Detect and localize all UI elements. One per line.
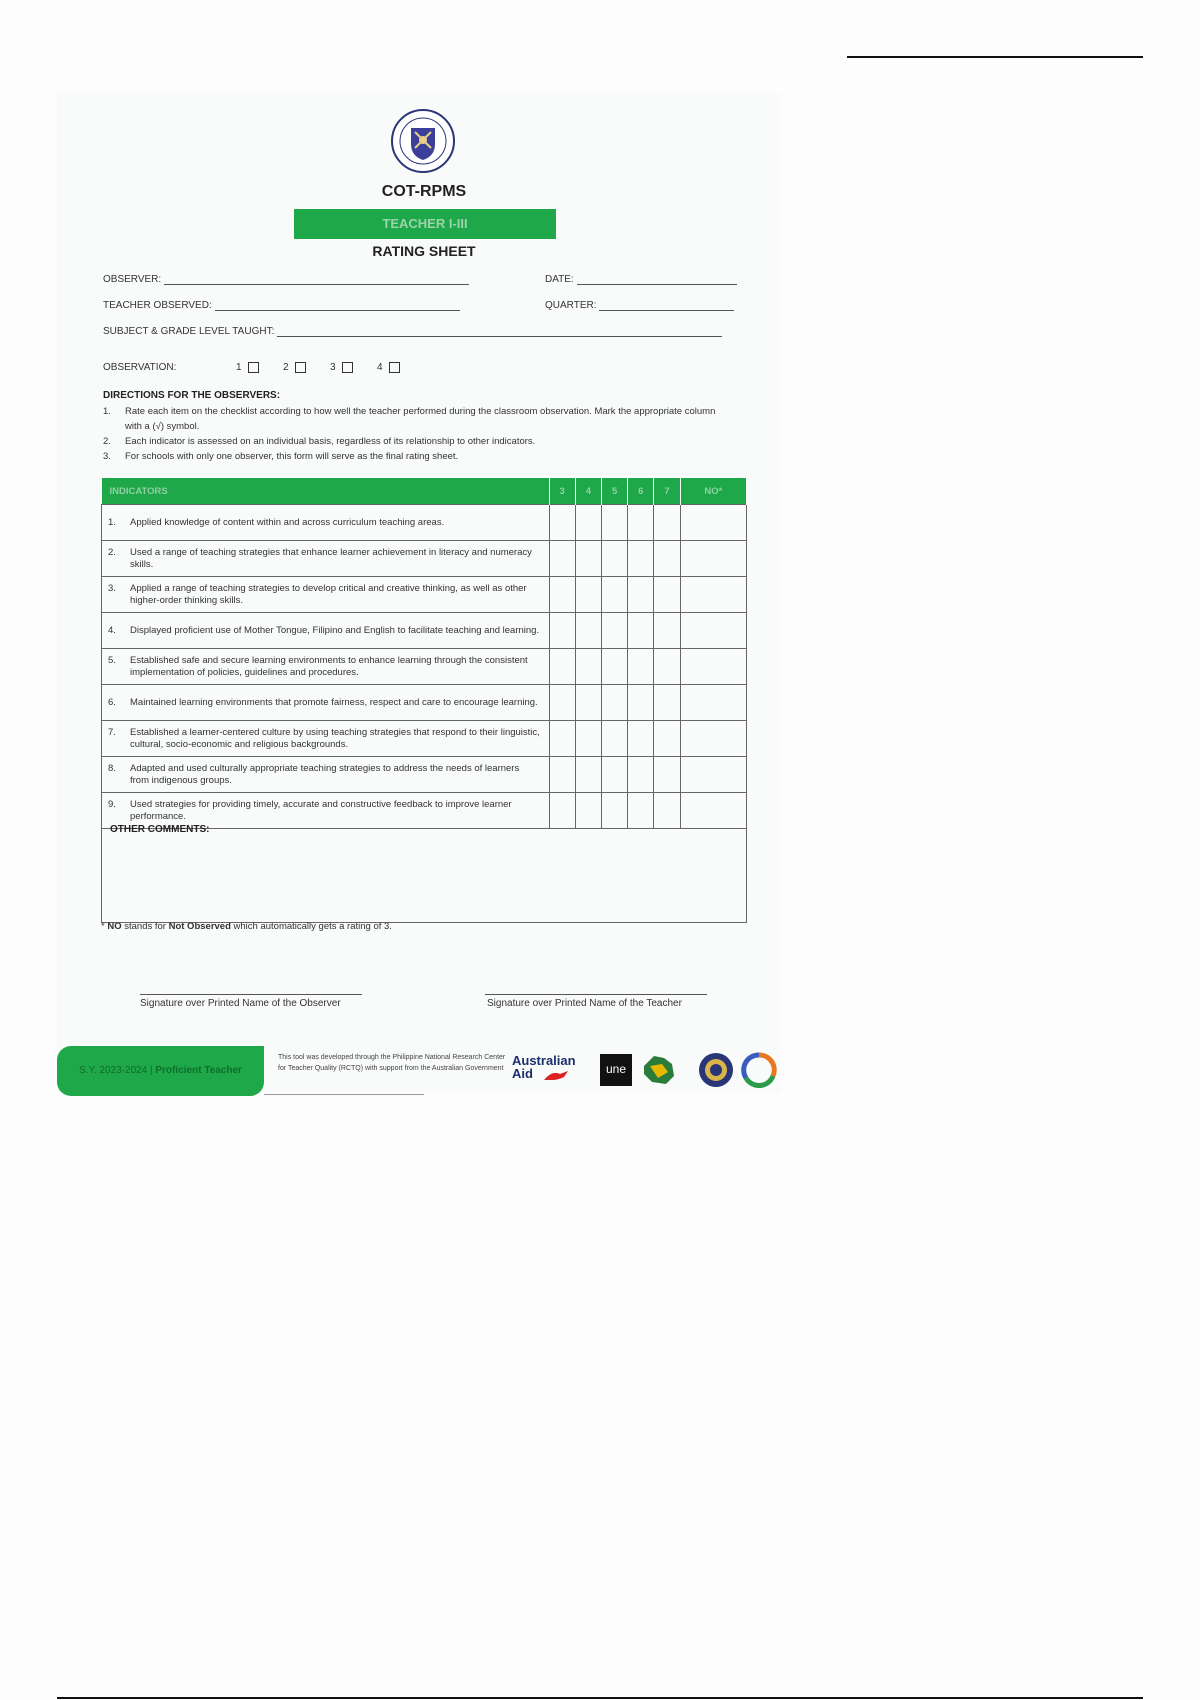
indicator-cell — [102, 721, 550, 757]
bottom-rule — [57, 1697, 1143, 1699]
indicators-header: INDICATORS — [102, 478, 550, 505]
table-header-row — [102, 478, 747, 505]
rating-cell-6[interactable] — [628, 757, 654, 793]
observer-field[interactable] — [103, 274, 469, 285]
rating-cell-3[interactable] — [549, 613, 575, 649]
col-header-3: 3 — [549, 478, 575, 505]
footer-school-year — [57, 1046, 264, 1096]
rating-cell-4[interactable] — [575, 649, 601, 685]
directions-list — [103, 404, 723, 464]
table-row — [102, 757, 747, 793]
col-header-4: 4 — [575, 478, 601, 505]
indicator-number: 8. — [108, 762, 116, 774]
rating-cell-6[interactable] — [628, 685, 654, 721]
rating-cell-no[interactable] — [680, 505, 746, 541]
rating-cell-4[interactable] — [575, 613, 601, 649]
footer-credit: This tool was developed through the Philippine National Research Center for Teacher Quality (RCTQ) with support from the Australian Government — [278, 1054, 506, 1072]
sheet-subtitle: RATING SHEET — [372, 243, 476, 259]
rating-cell-3[interactable] — [549, 757, 575, 793]
rating-cell-4[interactable] — [575, 721, 601, 757]
rating-cell-no[interactable] — [680, 541, 746, 577]
rating-cell-6[interactable] — [628, 613, 654, 649]
rating-cell-3[interactable] — [549, 721, 575, 757]
rating-cell-7[interactable] — [654, 505, 680, 541]
rating-cell-5[interactable] — [601, 721, 627, 757]
footnote-no: NO — [107, 921, 122, 932]
indicator-cell — [102, 649, 550, 685]
option-3-label: 3 — [330, 362, 336, 374]
table-row — [102, 577, 747, 613]
quarter-field[interactable] — [545, 300, 734, 311]
rating-cell-6[interactable] — [628, 649, 654, 685]
rating-cell-no[interactable] — [680, 577, 746, 613]
indicators-table — [101, 478, 747, 829]
australian-aid-logo — [512, 1054, 576, 1080]
footnote-suffix: which automatically gets a rating of 3. — [230, 921, 392, 932]
date-field[interactable] — [545, 274, 737, 285]
rating-cell-6[interactable] — [628, 577, 654, 613]
indicator-cell — [102, 685, 550, 721]
rating-cell-7[interactable] — [654, 577, 680, 613]
rating-cell-7[interactable] — [654, 685, 680, 721]
table-row — [102, 721, 747, 757]
rating-cell-no[interactable] — [680, 613, 746, 649]
date-label: DATE: — [545, 274, 574, 285]
rating-cell-4[interactable] — [575, 757, 601, 793]
indicator-number: 2. — [108, 546, 116, 558]
observation-option-3[interactable] — [330, 362, 353, 373]
indicator-number: 4. — [108, 624, 116, 636]
footnote-mid: stands for — [121, 921, 169, 932]
observation-option-4[interactable] — [377, 362, 400, 373]
indicator-text: Adapted and used culturally appropriate teaching strategies to address the needs of learners from indigenous groups. — [130, 762, 520, 786]
rctq-seal-icon — [698, 1052, 734, 1088]
direction-item — [103, 449, 723, 464]
other-comments-label: OTHER COMMENTS: — [110, 824, 210, 835]
rating-cell-5[interactable] — [601, 505, 627, 541]
rating-cell-7[interactable] — [654, 649, 680, 685]
subject-line — [277, 326, 722, 337]
page-title: COT-RPMS — [381, 183, 467, 200]
indicator-cell — [102, 577, 550, 613]
checkbox-4[interactable] — [389, 362, 400, 373]
kangaroo-icon — [542, 1068, 572, 1082]
indicator-text: Applied a range of teaching strategies to develop critical and creative thinking, as well as other higher-order thinking skills. — [130, 582, 527, 606]
footnote-asterisk: * — [101, 921, 105, 932]
rating-cell-4[interactable] — [575, 505, 601, 541]
rating-cell-7[interactable] — [654, 721, 680, 757]
aus-aid-line1: Australian — [512, 1053, 576, 1068]
indicator-text: Established safe and secure learning environments to enhance learning through the consistent implementation of policies, guidelines and procedures. — [130, 654, 528, 678]
checkbox-2[interactable] — [295, 362, 306, 373]
indicator-cell — [102, 541, 550, 577]
indicator-number: 6. — [108, 696, 116, 708]
indicator-number: 5. — [108, 654, 116, 666]
direction-item — [103, 434, 723, 449]
footnote-not-observed: Not Observed — [168, 921, 231, 932]
indicator-text: Applied knowledge of content within and across curriculum teaching areas. — [130, 516, 445, 528]
partner-ring-logo — [740, 1052, 778, 1088]
checkbox-1[interactable] — [248, 362, 259, 373]
rating-cell-5[interactable] — [601, 541, 627, 577]
table-row — [102, 613, 747, 649]
rating-cell-4[interactable] — [575, 541, 601, 577]
aus-aid-line2: Aid — [512, 1066, 533, 1081]
observation-option-1[interactable] — [236, 362, 259, 373]
observation-option-2[interactable] — [283, 362, 306, 373]
rating-cell-3[interactable] — [549, 541, 575, 577]
direction-text: Rate each item on the checklist according to how well the teacher performed during the classroom observation. Mark the appropriate column with a (√) symbol. — [125, 406, 716, 432]
indicator-number: 1. — [108, 516, 116, 528]
rating-cell-4[interactable] — [575, 685, 601, 721]
rating-cell-5[interactable] — [601, 757, 627, 793]
rating-cell-no[interactable] — [680, 757, 746, 793]
subject-field[interactable] — [103, 326, 722, 337]
option-1-label: 1 — [236, 362, 242, 374]
rating-cell-7[interactable] — [654, 613, 680, 649]
quarter-label: QUARTER: — [545, 300, 597, 311]
table-row — [102, 505, 747, 541]
australia-map-icon — [640, 1052, 678, 1088]
directions-title: DIRECTIONS FOR THE OBSERVERS: — [103, 390, 281, 401]
rating-cell-5[interactable] — [601, 577, 627, 613]
indicator-number: 3. — [108, 582, 116, 594]
rating-cell-3[interactable] — [549, 505, 575, 541]
col-header-7: 7 — [654, 478, 680, 505]
rating-cell-3[interactable] — [549, 577, 575, 613]
date-line — [577, 274, 737, 285]
table-row — [102, 685, 747, 721]
rating-cell-no[interactable] — [680, 649, 746, 685]
rating-cell-no[interactable] — [680, 721, 746, 757]
rating-cell-5[interactable] — [601, 613, 627, 649]
option-4-label: 4 — [377, 362, 383, 374]
subject-label: SUBJECT & GRADE LEVEL TAUGHT: — [103, 326, 275, 337]
indicator-number: 9. — [108, 798, 116, 810]
checkbox-3[interactable] — [342, 362, 353, 373]
teacher-observed-label: TEACHER OBSERVED: — [103, 300, 212, 311]
indicator-text: Used a range of teaching strategies that enhance learner achievement in literacy and numeracy skills. — [130, 546, 532, 570]
rating-cell-6[interactable] — [628, 505, 654, 541]
direction-text: Each indicator is assessed on an individual basis, regardless of its relationship to other indicators. — [125, 436, 536, 447]
rating-cell-4[interactable] — [575, 577, 601, 613]
quarter-line — [599, 300, 734, 311]
indicator-cell — [102, 505, 550, 541]
rating-cell-3[interactable] — [549, 649, 575, 685]
deped-seal-icon — [390, 108, 456, 174]
rating-cell-no[interactable] — [680, 685, 746, 721]
une-logo: une — [600, 1054, 632, 1086]
teacher-observed-line — [215, 300, 460, 311]
proficiency-level: Proficient Teacher — [155, 1065, 242, 1076]
indicator-cell — [102, 613, 550, 649]
observation-label: OBSERVATION: — [103, 362, 177, 373]
col-header-5: 5 — [601, 478, 627, 505]
teacher-signature-label: Signature over Printed Name of the Teacher — [487, 998, 682, 1009]
rating-cell-7[interactable] — [654, 757, 680, 793]
rating-cell-6[interactable] — [628, 541, 654, 577]
school-year: S.Y. 2023-2024 | — [79, 1065, 156, 1076]
teacher-observed-field[interactable] — [103, 300, 460, 311]
option-2-label: 2 — [283, 362, 289, 374]
indicator-text: Established a learner-centered culture by using teaching strategies that respond to their linguistic, cultural, socio-economic and religious backgrounds. — [130, 726, 540, 750]
indicator-cell — [102, 757, 550, 793]
rating-cell-6[interactable] — [628, 721, 654, 757]
teacher-signature-line — [485, 994, 707, 995]
col-header-no: NO* — [680, 478, 746, 505]
table-row — [102, 541, 747, 577]
rating-cell-5[interactable] — [601, 649, 627, 685]
direction-text: For schools with only one observer, this form will serve as the final rating sheet. — [125, 451, 459, 462]
col-header-6: 6 — [628, 478, 654, 505]
rating-cell-3[interactable] — [549, 685, 575, 721]
table-row — [102, 649, 747, 685]
indicator-text: Displayed proficient use of Mother Tongue, Filipino and English to facilitate teaching and learning. — [130, 624, 540, 636]
indicator-text: Maintained learning environments that promote fairness, respect and care to encourage learning. — [130, 696, 538, 708]
footer-underline — [264, 1094, 424, 1095]
top-rule — [847, 56, 1143, 58]
observer-signature-line — [140, 994, 362, 995]
rating-cell-5[interactable] — [601, 685, 627, 721]
direction-number: 2. — [103, 436, 111, 447]
observer-line — [164, 274, 469, 285]
direction-number: 1. — [103, 406, 111, 417]
direction-number: 3. — [103, 451, 111, 462]
rating-cell-7[interactable] — [654, 541, 680, 577]
direction-item — [103, 404, 723, 434]
indicator-number: 7. — [108, 726, 116, 738]
teacher-level-band: TEACHER I-III — [294, 209, 556, 239]
observer-label: OBSERVER: — [103, 274, 162, 285]
indicator-text: Used strategies for providing timely, accurate and constructive feedback to improve learner performance. — [130, 798, 512, 822]
footnote — [101, 921, 392, 932]
observer-signature-label: Signature over Printed Name of the Observer — [140, 998, 341, 1009]
other-comments-box[interactable] — [101, 822, 747, 923]
